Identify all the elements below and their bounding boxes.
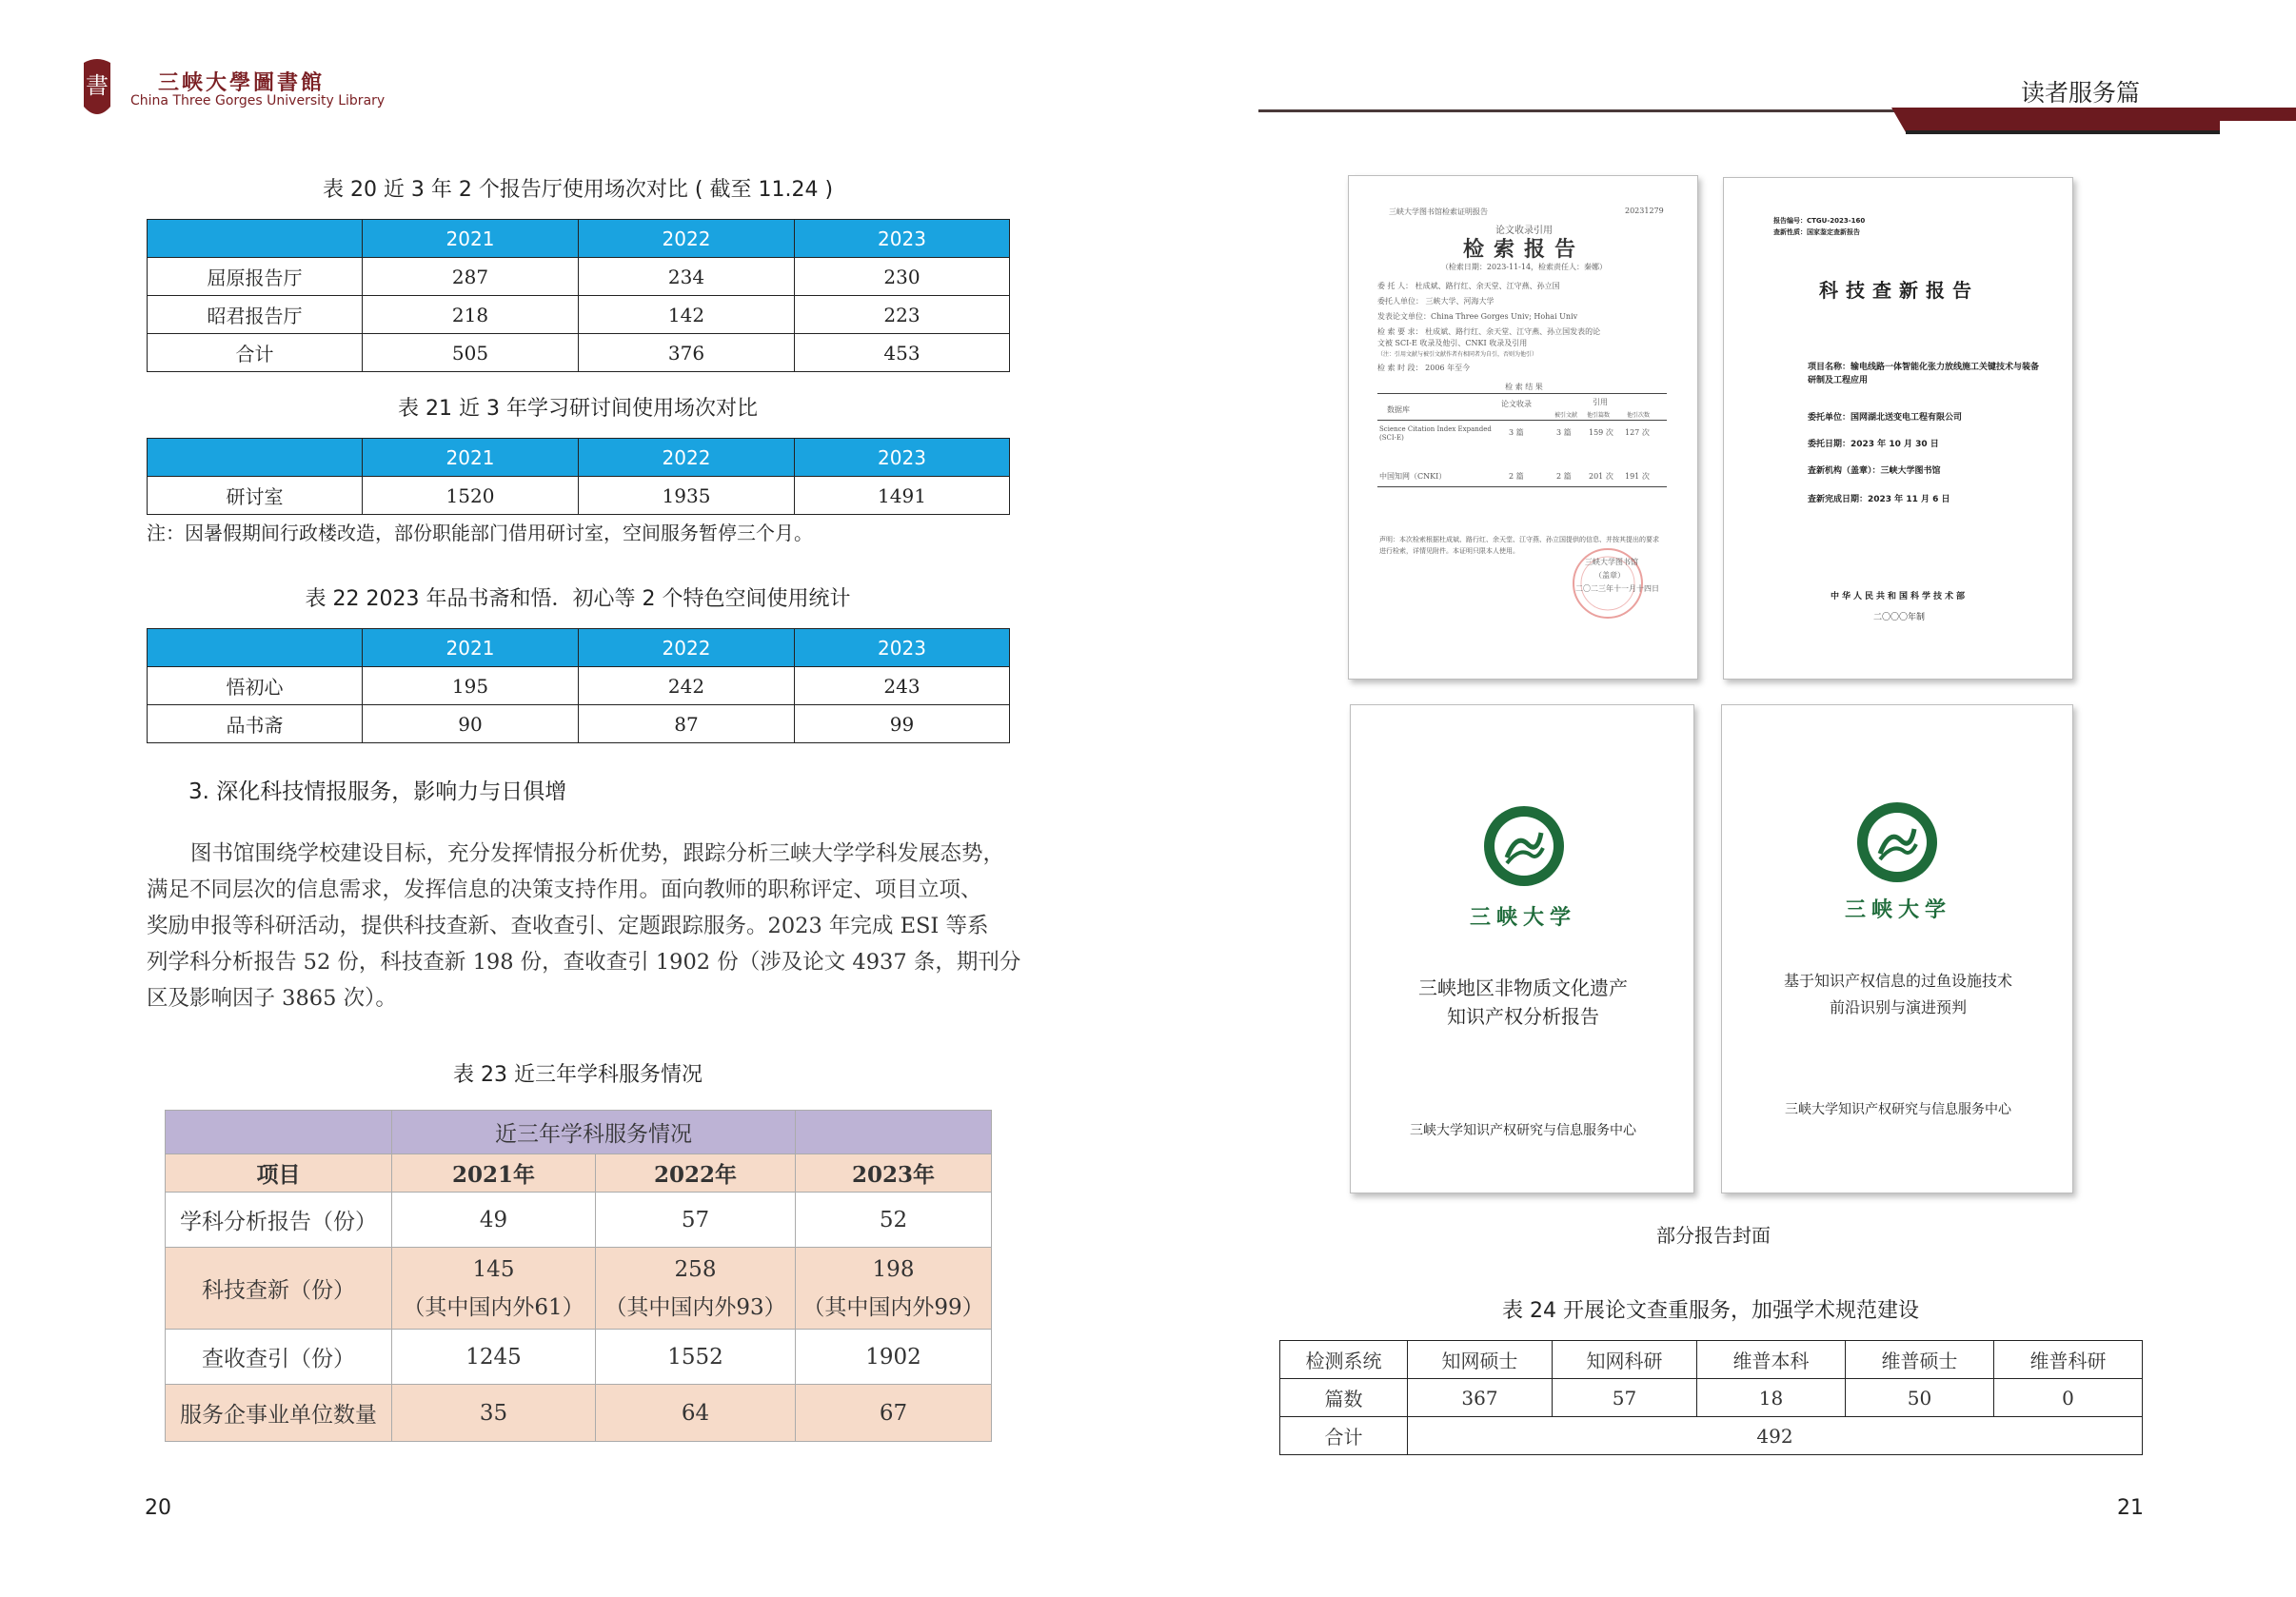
row-label: 昭君报告厅 (148, 296, 363, 334)
cover-title-line: 三峡地区非物质文化遗产 (1418, 976, 1628, 999)
header-accent-bar (1258, 108, 2296, 134)
table-row (148, 667, 1010, 705)
paragraph-line: 列学科分析报告 52 份，科技查新 198 份，查收查引 1902 份（涉及论文 4937 条，期刊分 (147, 950, 1021, 975)
cover-statement: 声明：本次检索根据杜成斌、路行红、余天堂、江守燕、孙立国提供的信息、并按其提出的要求进行检索，详情见附件。本证明只限本人使用。 (1379, 536, 1659, 555)
header-cell: 2022 (579, 439, 795, 477)
cover-table-cell: 3 篇 (1556, 428, 1572, 437)
cover-field: 委托日期：2023 年 10 月 30 日 (1808, 440, 1939, 449)
row-label: 研讨室 (148, 477, 363, 515)
cover-table-cell: 127 次 (1625, 428, 1650, 437)
cover-field: 发表论文单位：China Three Gorges Univ; Hohai Univ (1377, 312, 1578, 321)
header-cell: 2022 (579, 220, 795, 258)
stamp-line: 二〇二三年十一月十四日 (1575, 584, 1659, 593)
table-cell: 453 (795, 334, 1010, 372)
header-cell: 知网硕士 (1408, 1341, 1553, 1379)
university-emblem-icon (1482, 804, 1566, 888)
cover-table-head: 引用 (1593, 398, 1608, 406)
table-cell: 376 (579, 334, 795, 372)
cell-value: 198 (872, 1256, 915, 1282)
covers-caption: 部分报告封面 (1656, 1224, 1771, 1247)
table-row (148, 258, 1010, 296)
cover-table-cell: 2 篇 (1509, 472, 1524, 481)
header-cell (148, 220, 363, 258)
table-row (148, 705, 1010, 743)
row-label: 品书斋 (148, 705, 363, 743)
cover-field: 查新完成日期：2023 年 11 月 6 日 (1808, 495, 1950, 504)
table-cell: 230 (795, 258, 1010, 296)
table-cell: 287 (363, 258, 579, 296)
table-cell (166, 1111, 392, 1154)
table-cell: 1935 (579, 477, 795, 515)
header-cell: 维普科研 (1994, 1341, 2143, 1379)
table-cell: 367 (1408, 1379, 1553, 1417)
table-header-row (148, 439, 1010, 477)
table-cell: 195 (363, 667, 579, 705)
library-seal-logo (78, 57, 116, 118)
table-cell: 57 (596, 1193, 796, 1248)
row-label: 服务企事业单位数量 (166, 1385, 392, 1442)
table-cell: 67 (796, 1385, 992, 1442)
cover-title: 科技查新报告 (1819, 279, 1979, 302)
header-cell: 2021 (363, 220, 579, 258)
header-cell: 2022 (579, 629, 795, 667)
header-cell: 2021 (363, 439, 579, 477)
table-cell: 57 (1553, 1379, 1697, 1417)
cover-top-left: 三峡大学图书馆检索证明报告 (1389, 207, 1488, 216)
cover-table-subhead: 他引篇数 (1587, 412, 1611, 419)
report-cover-retrieval (1348, 175, 1698, 680)
table-cell: 49 (392, 1193, 596, 1248)
cover-title-line: 知识产权分析报告 (1447, 1005, 1599, 1028)
year-header: 2021年 (392, 1154, 596, 1193)
table-row (148, 334, 1010, 372)
table23-title: 近三年学科服务情况 (392, 1111, 796, 1154)
table-cell: 1520 (363, 477, 579, 515)
table-row (166, 1330, 992, 1385)
cover-field: 委 托 人： 杜成斌、路行红、余天堂、江守燕、孙立国 (1377, 282, 1560, 290)
cover-title (1351, 974, 1694, 1031)
table-cell: 35 (392, 1385, 596, 1442)
row-label: 学科分析报告（份） (166, 1193, 392, 1248)
table-cell-total: 492 (1408, 1417, 2143, 1455)
cover-subtitle: 论文收录引用 (1495, 226, 1553, 236)
table-row (166, 1385, 992, 1442)
cover-top-line: 报告编号：CTGU-2023-160 (1773, 217, 1866, 225)
cover-table-cell: 191 次 (1625, 472, 1650, 481)
university-emblem-icon (1855, 800, 1939, 884)
table-header-row (1280, 1341, 2143, 1379)
cover-table-cell: 3 篇 (1509, 428, 1524, 437)
cell-value: 258 (674, 1256, 717, 1282)
table24-caption: 表 24 开展论文查重服务，加强学术规范建设 (1502, 1299, 1919, 1323)
cover-table-cell: 2 篇 (1556, 472, 1572, 481)
cover-field: 项目名称：输电线路一体智能化张力放线施工关键技术与装备研制及工程应用 (1808, 363, 2040, 385)
year-header: 2023年 (796, 1154, 992, 1193)
header-cell: 检测系统 (1280, 1341, 1408, 1379)
table-row (148, 477, 1010, 515)
header-cell: 知网科研 (1553, 1341, 1697, 1379)
cover-field: （注：引用文献与被引文献作者有相同者为自引，否则为他引） (1377, 351, 1538, 358)
cover-org: 三峡大学知识产权研究与信息服务中心 (1410, 1123, 1636, 1138)
table-row (148, 296, 1010, 334)
paragraph-line: 区及影响因子 3865 次）。 (147, 986, 397, 1011)
header-cell (148, 439, 363, 477)
table-cell (392, 1248, 596, 1330)
cover-table-head: 数据库 (1387, 405, 1410, 414)
cover-title-line: 前沿识别与演进预判 (1829, 998, 1967, 1016)
emblem-name: 三峡大学 (1844, 897, 1951, 922)
cover-table-head: 论文收录 (1501, 400, 1532, 408)
table23-title-row (166, 1111, 992, 1154)
table-cell: 234 (579, 258, 795, 296)
table22 (147, 628, 1010, 743)
table-cell (796, 1111, 992, 1154)
row-label: 科技查新（份） (166, 1248, 392, 1330)
table-cell: 142 (579, 296, 795, 334)
table21 (147, 438, 1010, 515)
page-number-right: 21 (2117, 1496, 2144, 1520)
item-header: 项目 (166, 1154, 392, 1193)
section-title: 读者服务篇 (2021, 79, 2141, 107)
table-cell: 1552 (596, 1330, 796, 1385)
stamp-line: （盖章） (1594, 571, 1625, 580)
table-cell: 50 (1846, 1379, 1994, 1417)
row-label: 篇数 (1280, 1379, 1408, 1417)
table-cell: 0 (1994, 1379, 2143, 1417)
report-cover-ip-analysis (1350, 704, 1694, 1193)
table-cell: 1491 (795, 477, 1010, 515)
table-cell (796, 1248, 992, 1330)
table-cell: 242 (579, 667, 795, 705)
cover-title: 检索报告 (1462, 237, 1585, 262)
cell-value: 145 (472, 1256, 515, 1282)
table22-caption: 表 22 2023 年品书斋和悟．初心等 2 个特色空间使用统计 (305, 587, 851, 611)
cover-org: 三峡大学知识产权研究与信息服务中心 (1785, 1102, 2011, 1117)
table-row (1280, 1379, 2143, 1417)
cover-field: 检 索 要 求： 杜成斌、路行红、余天堂、江守燕、孙立国发表的论 (1377, 327, 1601, 336)
header-cell: 维普本科 (1697, 1341, 1846, 1379)
row-label: 合计 (1280, 1417, 1408, 1455)
year-header: 2022年 (596, 1154, 796, 1193)
cover-table-subhead: 被引文献 (1554, 412, 1578, 419)
table-cell (596, 1248, 796, 1330)
cover-results-label: 检 索 结 果 (1505, 383, 1543, 391)
table20-caption: 表 20 近 3 年 2 个报告厅使用场次对比 ( 截至 11.24 ) (322, 178, 834, 202)
header-cell: 维普硕士 (1846, 1341, 1994, 1379)
cell-subvalue: （其中国内外61） (403, 1294, 584, 1320)
table23-caption: 表 23 近三年学科服务情况 (453, 1063, 703, 1087)
cover-field: 委托单位：国网湖北送变电工程有限公司 (1808, 413, 1963, 423)
table-row (166, 1248, 992, 1330)
library-name-cn: 三峡大學圖書館 (158, 70, 326, 95)
header-cell: 2021 (363, 629, 579, 667)
table23-header-row (166, 1154, 992, 1193)
table21-caption: 表 21 近 3 年学习研讨间使用场次对比 (398, 397, 758, 421)
header-cell: 2023 (795, 220, 1010, 258)
header-cell: 2023 (795, 629, 1010, 667)
cover-footer: 中华人民共和国科学技术部 (1830, 592, 1968, 601)
table-cell: 505 (363, 334, 579, 372)
header-cell: 2023 (795, 439, 1010, 477)
table24 (1279, 1340, 2143, 1455)
cover-footer: 二〇〇〇年制 (1872, 613, 1925, 622)
table-cell: 218 (363, 296, 579, 334)
cell-subvalue: （其中国内外93） (604, 1294, 786, 1320)
cover-table-subhead: 他引次数 (1627, 412, 1651, 419)
table-cell: 1245 (392, 1330, 596, 1385)
section-subheading: 3. 深化科技情报服务，影响力与日俱增 (188, 779, 567, 804)
row-label: 屈原报告厅 (148, 258, 363, 296)
table-cell: 223 (795, 296, 1010, 334)
cover-field: 查新机构（盖章）：三峡大学图书馆 (1808, 466, 1941, 476)
cover-top-line: 查新性质：国家鉴定查新报告 (1773, 228, 1860, 236)
table-header-row (148, 629, 1010, 667)
page-number-left: 20 (145, 1496, 171, 1520)
row-label: 合计 (148, 334, 363, 372)
cover-table-cell: 159 次 (1589, 428, 1613, 437)
cover-table-rule (1377, 393, 1667, 394)
table20 (147, 219, 1010, 372)
logo-char: 書 (86, 72, 109, 99)
row-label: 悟初心 (148, 667, 363, 705)
table-row (166, 1193, 992, 1248)
cover-table-rule (1377, 486, 1667, 487)
body-paragraph (147, 836, 1021, 1016)
row-label: 查收查引（份） (166, 1330, 392, 1385)
table-cell: 52 (796, 1193, 992, 1248)
table-cell: 1902 (796, 1330, 992, 1385)
table-cell: 87 (579, 705, 795, 743)
report-cover-fish-passage (1721, 704, 2073, 1193)
report-cover-novelty (1723, 177, 2073, 680)
table-cell: 64 (596, 1385, 796, 1442)
cover-table-cell: 201 次 (1589, 472, 1613, 481)
header-cell (148, 629, 363, 667)
table23 (165, 1110, 992, 1442)
table21-note: 注：因暑假期间行政楼改造，部份职能部门借用研讨室，空间服务暂停三个月。 (147, 522, 813, 544)
table-cell: 243 (795, 667, 1010, 705)
cover-table-rule (1377, 420, 1667, 421)
cover-table-cell: 中国知网（CNKI） (1379, 472, 1447, 481)
table-cell: 90 (363, 705, 579, 743)
cover-field: 文被 SCI-E 收录及他引、CNKI 收录及引用 (1377, 339, 1528, 347)
cover-title (1722, 968, 2073, 1021)
cover-table-cell: Science Citation Index Expanded (SCI-E) (1379, 425, 1492, 442)
table-cell: 18 (1697, 1379, 1846, 1417)
table-row (1280, 1417, 2143, 1455)
cover-top-right: 20231279 (1625, 207, 1664, 215)
stamp-line: 三峡大学图书馆 (1585, 558, 1638, 566)
paragraph-line: 奖励申报等科研活动，提供科技查新、查收查引、定题跟踪服务。2023 年完成 ESI 等系 (147, 914, 989, 938)
paragraph-line: 满足不同层次的信息需求，发挥信息的决策支持作用。面向教师的职称评定、项目立项、 (147, 877, 982, 902)
cell-subvalue: （其中国内外99） (802, 1294, 984, 1320)
table-cell: 99 (795, 705, 1010, 743)
emblem-name: 三峡大学 (1469, 905, 1576, 930)
cover-meta: （检索日期：2023-11-14，检索责任人：秦娜） (1440, 263, 1608, 271)
library-name-en: China Three Gorges University Library (130, 93, 386, 108)
cover-field: 委托人单位： 三峡大学、河海大学 (1377, 297, 1494, 306)
table-header-row (148, 220, 1010, 258)
cover-field: 检 索 时 段： 2006 年至今 (1377, 364, 1471, 372)
paragraph-line: 图书馆围绕学校建设目标，充分发挥情报分析优势，跟踪分析三峡大学学科发展态势， (190, 841, 1005, 866)
cover-title-line: 基于知识产权信息的过鱼设施技术 (1783, 972, 2012, 990)
